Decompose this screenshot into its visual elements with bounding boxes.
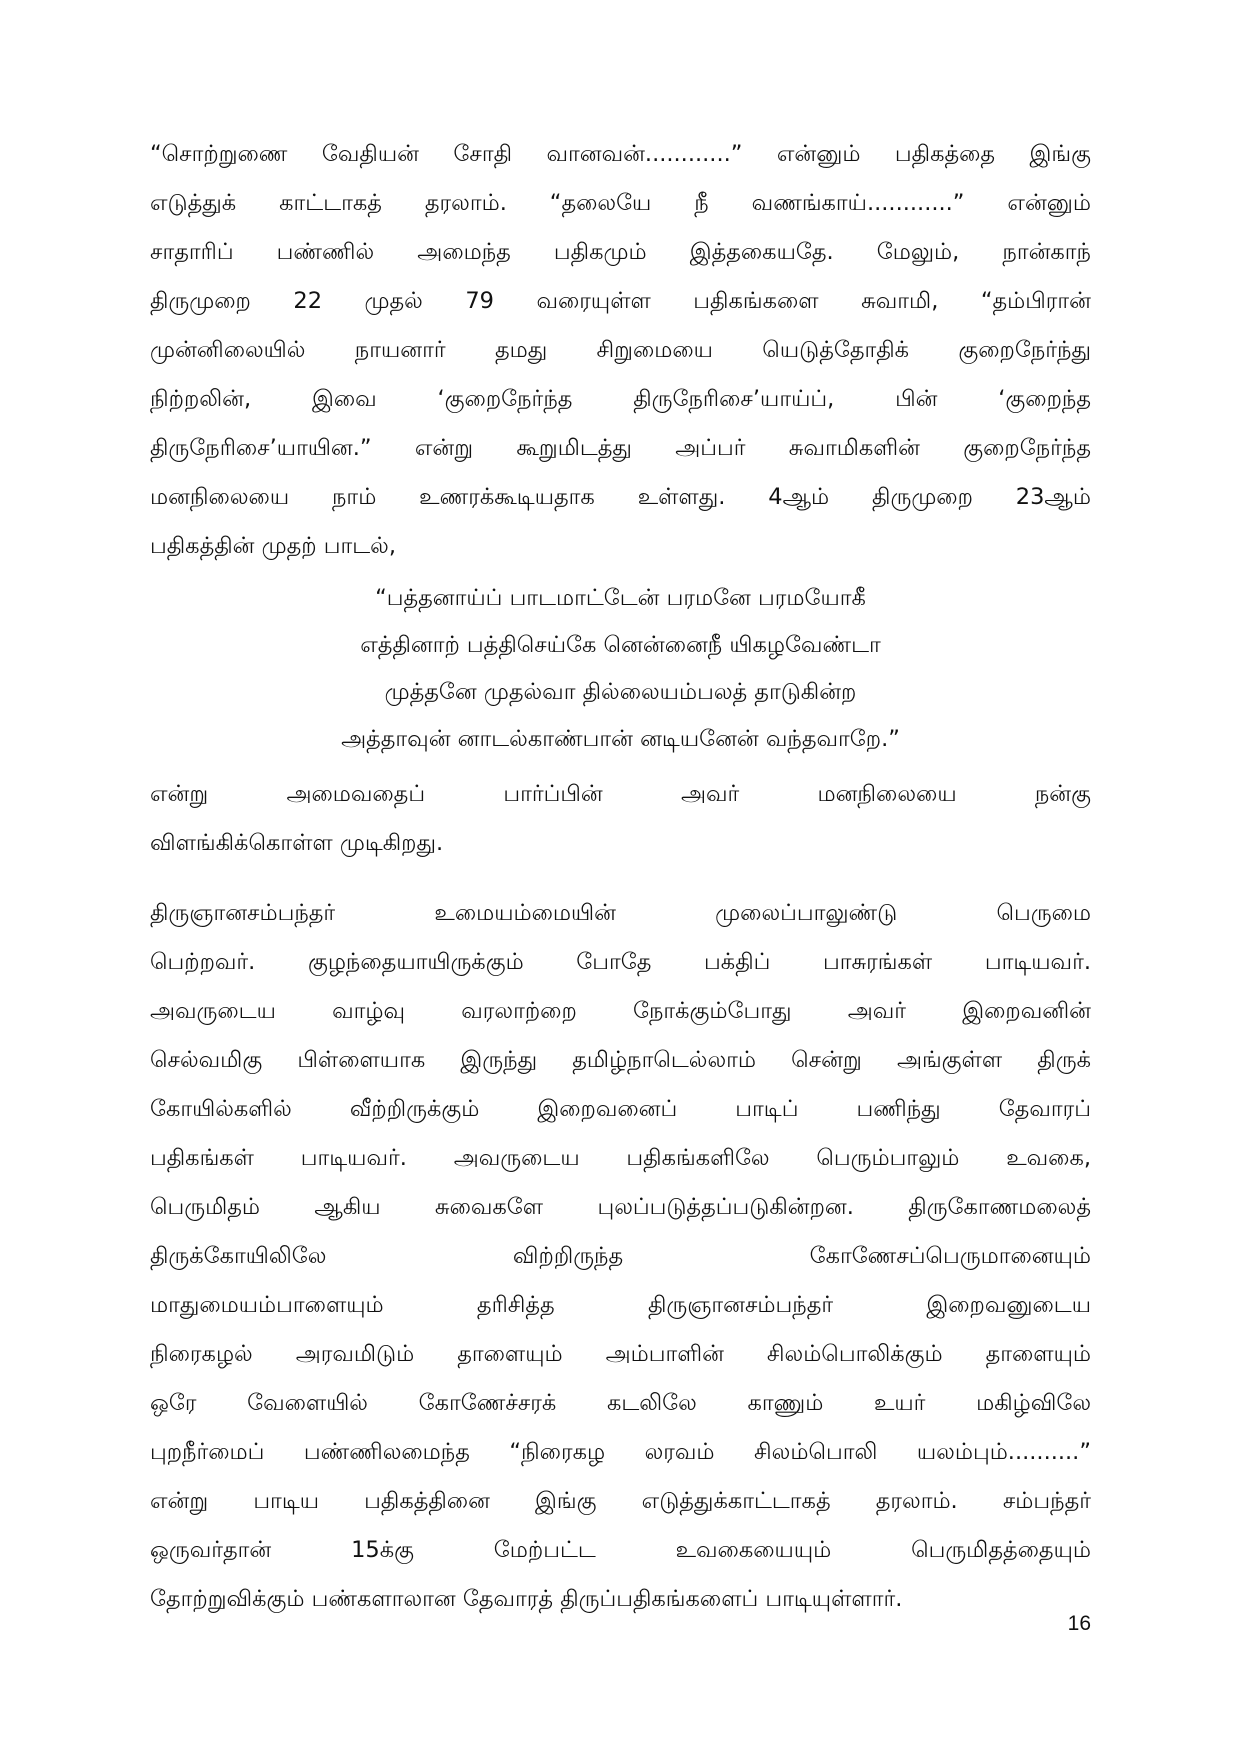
paragraph-line: பெற்றவர். குழந்தையாயிருக்கும் போதே பக்திப் பாசுரங்கள் பாடியவர். [150,949,1091,975]
paragraph-line: செல்வமிகு பிள்ளையாக இருந்து தமிழ்நாடெல்லாம் சென்று அங்குள்ள திருக் [150,1047,1091,1073]
paragraph-line: ஒரே வேளையில் கோணேச்சரக் கடலிலே காணும் உயர் மகிழ்விலே [150,1390,1091,1416]
paragraph-line: சாதாரிப் பண்ணில் அமைந்த பதிகமும் இத்தகையதே. மேலும், நான்காந் [150,239,1091,265]
verse-line: முத்தனே முதல்வா தில்லையம்பலத் தாடுகின்ற [384,679,857,705]
verse-quote [150,575,1091,763]
paragraph-line: தோற்றுவிக்கும் பண்களாலான தேவாரத் திருப்பதிகங்களைப் பாடியுள்ளார். [150,1586,903,1612]
paragraph-line: “சொற்றுணை வேதியன் சோதி வானவன்............” என்னும் பதிகத்தை இங்கு [150,141,1091,167]
paragraph-line: புறநீர்மைப் பண்ணிலமைந்த “நிரைகழ லரவம் சிலம்பொலி யலம்பும்..........” [150,1439,1091,1465]
paragraph-line: எடுத்துக் காட்டாகத் தரலாம். “தலையே நீ வணங்காய்............” என்னும் [150,190,1091,216]
paragraph-2 [150,770,1091,868]
paragraph-line: கோயில்களில் வீற்றிருக்கும் இறைவனைப் பாடிப் பணிந்து தேவாரப் [150,1096,1091,1122]
paragraph-1 [150,130,1091,571]
verse-line: எத்தினாற் பத்திசெய்கே னென்னைநீ யிகழவேண்டா [360,632,881,658]
page-number: 16 [1067,1612,1091,1635]
verse-line: அத்தாவுன் னாடல்காண்பான் னடியனேன் வந்தவாறே.” [341,726,900,752]
paragraph-line: பெருமிதம் ஆகிய சுவைகளே புலப்படுத்தப்படுகின்றன. திருகோணமலைத் [150,1194,1091,1220]
paragraph-3 [150,889,1091,1624]
paragraph-line: என்று அமைவதைப் பார்ப்பின் அவர் மனநிலையை நன்கு [150,781,1091,807]
paragraph-line: முன்னிலையில் நாயனார் தமது சிறுமையை யெடுத்தோதிக் குறைநேர்ந்து [150,337,1091,363]
paragraph-line: திருமுறை 22 முதல் 79 வரையுள்ள பதிகங்களை சுவாமி, “தம்பிரான் [150,288,1091,314]
paragraph-line: விளங்கிக்கொள்ள முடிகிறது. [150,830,444,856]
paragraph-line: திருநேரிசை’யாயின.” என்று கூறுமிடத்து அப்பர் சுவாமிகளின் குறைநேர்ந்த [150,435,1091,461]
paragraph-line: அவருடைய வாழ்வு வரலாற்றை நோக்கும்போது அவர் இறைவனின் [150,998,1091,1024]
paragraph-line: நிரைகழல் அரவமிடும் தாளையும் அம்பாளின் சிலம்பொலிக்கும் தாளையும் [150,1341,1091,1367]
paragraph-line: மாதுமையம்பாளையும் தரிசித்த திருஞானசம்பந்தர் இறைவனுடைய [150,1292,1091,1318]
paragraph-line: திருக்கோயிலிலே விற்றிருந்த கோணேசப்பெருமானையும் [150,1243,1091,1269]
paragraph-line: ஒருவர்தான் 15க்கு மேற்பட்ட உவகையையும் பெருமிதத்தையும் [150,1537,1091,1563]
paragraph-line: பதிகங்கள் பாடியவர். அவருடைய பதிகங்களிலே பெரும்பாலும் உவகை, [150,1145,1091,1171]
paragraph-line: நிற்றலின், இவை ‘குறைநேர்ந்த திருநேரிசை’யாய்ப், பின் ‘குறைந்த [150,386,1091,412]
paragraph-line: மனநிலையை நாம் உணரக்கூடியதாக உள்ளது. 4ஆம் திருமுறை 23ஆம் [150,484,1091,510]
paragraph-line: திருஞானசம்பந்தர் உமையம்மையின் முலைப்பாலுண்டு பெருமை [150,900,1091,926]
paragraph-line: என்று பாடிய பதிகத்தினை இங்கு எடுத்துக்காட்டாகத் தரலாம். சம்பந்தர் [150,1488,1091,1514]
paragraph-line: பதிகத்தின் முதற் பாடல், [150,533,396,559]
verse-line: “பத்தனாய்ப் பாடமாட்டேன் பரமனே பரமயோகீ [375,585,866,611]
